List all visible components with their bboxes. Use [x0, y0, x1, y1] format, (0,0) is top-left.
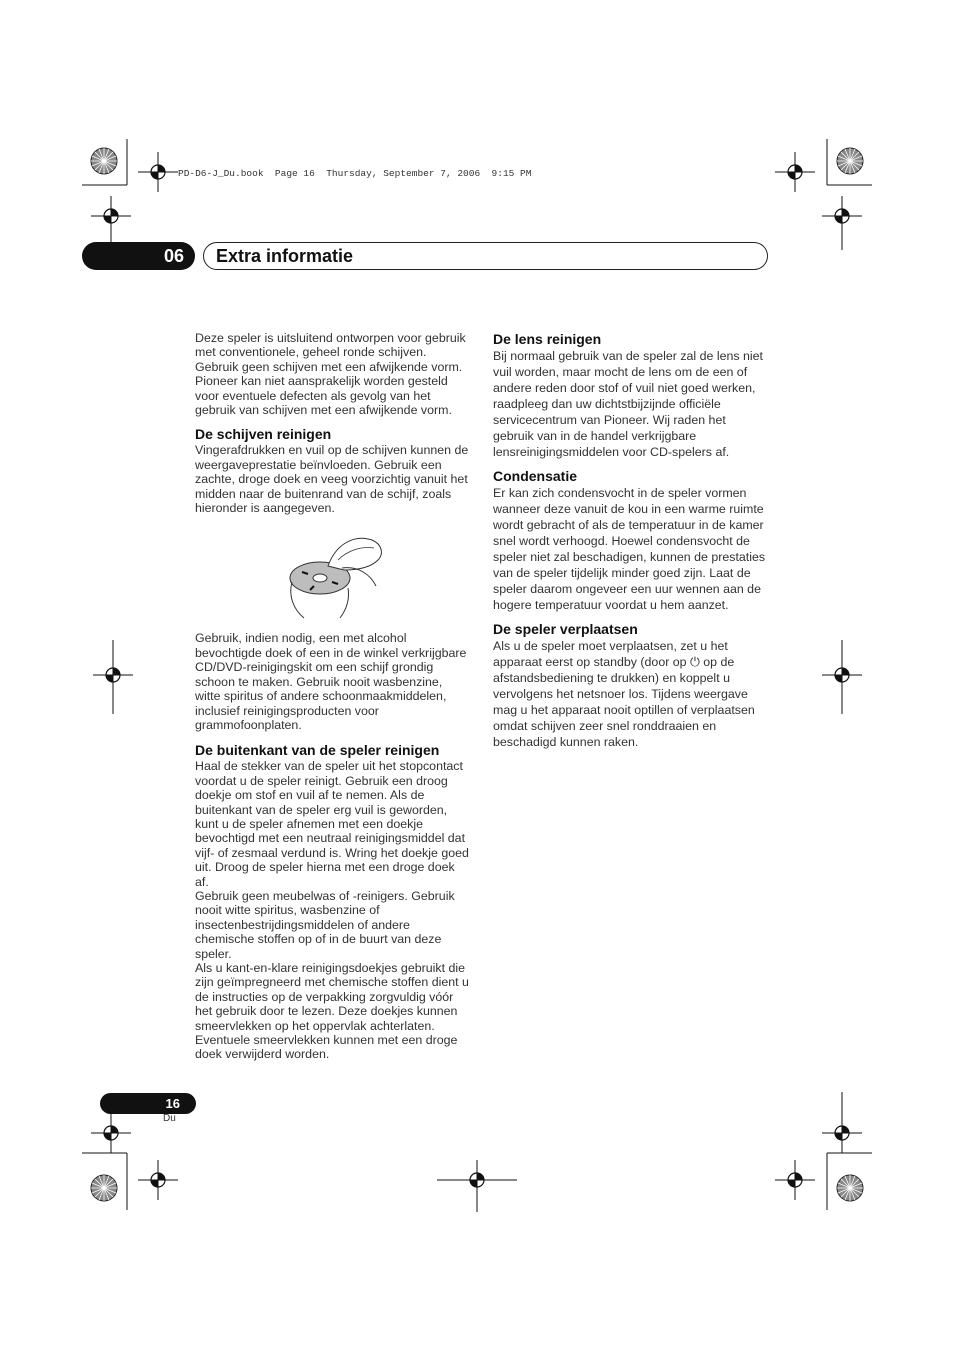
- moving-player-text: [493, 638, 769, 750]
- registration-mark-icon: [822, 196, 862, 236]
- condensation-text: Er kan zich condensvocht in de speler vormen wanneer deze vanuit de kou in een warme ruimte wordt gebracht of als de temperatuur in de kamer snel wordt verhoogd. Hoewel condensvocht de speler niet zal beschadigen, kunnen de prestaties van de speler tijdelijk minder goed zijn. Laat de speler daarom ongeveer een uur wennen aan de hogere temperatuur voordat u hem aanzet.: [493, 486, 766, 612]
- page-number: 16: [165, 1096, 180, 1111]
- power-icon: ⏻: [690, 655, 700, 669]
- chapter-number: 06: [163, 245, 184, 266]
- exterior-cleaning-paragraph-2: Gebruik geen meubelwas of -reinigers. Gebruik nooit witte spiritus, wasbenzine of insectenbestrijdingsmiddelen of andere chemische stoffen op of in de buurt van deze speler.: [195, 888, 455, 961]
- disc-cleaning-text-2: Gebruik, indien nodig, een met alcohol bevochtigde doek of een in de winkel verkrijgbare CD/DVD-reinigingskit om een schijf grondig schoon te maken. Gebruik nooit wasbenzine, witte spiritus of andere schoonmaakmiddelen, inclusief reinigingsproducten voor grammofoonplaten.: [195, 631, 467, 732]
- registration-mark-icon: [138, 1160, 178, 1200]
- disc-cleaning-text: Vingerafdrukken en vuil op de schijven kunnen de weergaveprestatie beïnvloeden. Gebruik een zachte, droge doek en veeg voorzichtig vanuit het midden naar de buitenrand van de schijf, zoals hieronder is aangegeven.: [195, 443, 469, 516]
- section-heading-condensation: Condensatie: [493, 468, 578, 484]
- exterior-cleaning-paragraph-3: Als u kant-en-klare reinigingsdoekjes gebruikt die zijn geïmpregneerd met chemische stoffen dient u de instructies op de verpakking zorgvuldig vóór het gebruik door te lezen. Deze doekjes kunnen smeervlekken op het oppervlak achterlaten. Eventuele smeervlekken kunnen met een droge doek verwijderd worden.: [195, 961, 469, 1062]
- chapter-title-bar: [203, 242, 768, 270]
- registration-mark-icon: [775, 152, 815, 192]
- starburst-target-icon: [91, 148, 117, 174]
- right-column: [493, 331, 769, 750]
- registration-mark-icon: [138, 152, 178, 192]
- chapter-title: Extra informatie: [216, 245, 354, 266]
- lens-cleaning-text: Bij normaal gebruik van de speler zal de lens niet vuil worden, maar mocht de lens om de een of andere reden door stof of vuil niet goed werken, raadpleeg dan uw dichtstbijzijnde officiële servicecentrum van Pioneer. Wij raden het gebruik van in de handel verkrijgbare lensreinigingsmiddelen voor CD-spelers af.: [493, 349, 763, 459]
- registration-mark-icon: [775, 1160, 815, 1200]
- starburst-target-icon: [837, 148, 863, 174]
- disc-cleaning-illustration: [195, 522, 471, 627]
- registration-mark-icon: [91, 196, 131, 236]
- starburst-target-icon: [837, 1175, 863, 1201]
- left-column: [195, 331, 471, 1062]
- page-language: Du: [163, 1113, 176, 1124]
- section-heading-lens-cleaning: De lens reinigen: [493, 331, 602, 347]
- page-number-badge: [100, 1093, 196, 1114]
- intro-paragraph: Deze speler is uitsluitend ontworpen voor gebruik met conventionele, geheel ronde schijven. Gebruik geen schijven met een afwijkende vorm. Pioneer kan niet aansprakelijk worden gesteld voor eventuele defecten als gevolg van het gebruik van schijven met een afwijkende vorm.: [195, 331, 466, 418]
- section-heading-disc-cleaning: De schijven reinigen: [195, 426, 332, 443]
- section-heading-exterior-cleaning: De buitenkant van de speler reinigen: [195, 742, 440, 759]
- section-heading-moving-player: De speler verplaatsen: [493, 621, 638, 637]
- moving-player-text-part-1: Als u de speler moet verplaatsen, zet u het apparaat eerst op standby (door op: [493, 639, 728, 669]
- chapter-number-badge: [82, 242, 195, 270]
- file-header: PD-D6-J_Du.book Page 16 Thursday, September 7, 2006 9:15 PM: [178, 168, 532, 179]
- moving-player-text-part-2: op de afstandsbediening te drukken) en koppelt u vervolgens het netsnoer los. Tijdens weergave mag u het apparaat nooit optillen of verplaatsen omdat schijven zeer snel ronddraaien en beschadigd kunnen raken.: [493, 655, 755, 749]
- starburst-target-icon: [91, 1175, 117, 1201]
- exterior-cleaning-paragraph-1: Haal de stekker van de speler uit het stopcontact voordat u de speler reinigt. Gebruik een droog doekje om stof en vuil af te nemen. Als de buitenkant van de speler erg vuil is geworden, kunt u de speler afnemen met een doekje bevochtigd met een neutraal reinigingsmiddel dat vijf- of zesmaal verdund is. Wring het doekje goed uit. Droog de speler hierna met een droge doek af.: [195, 759, 469, 889]
